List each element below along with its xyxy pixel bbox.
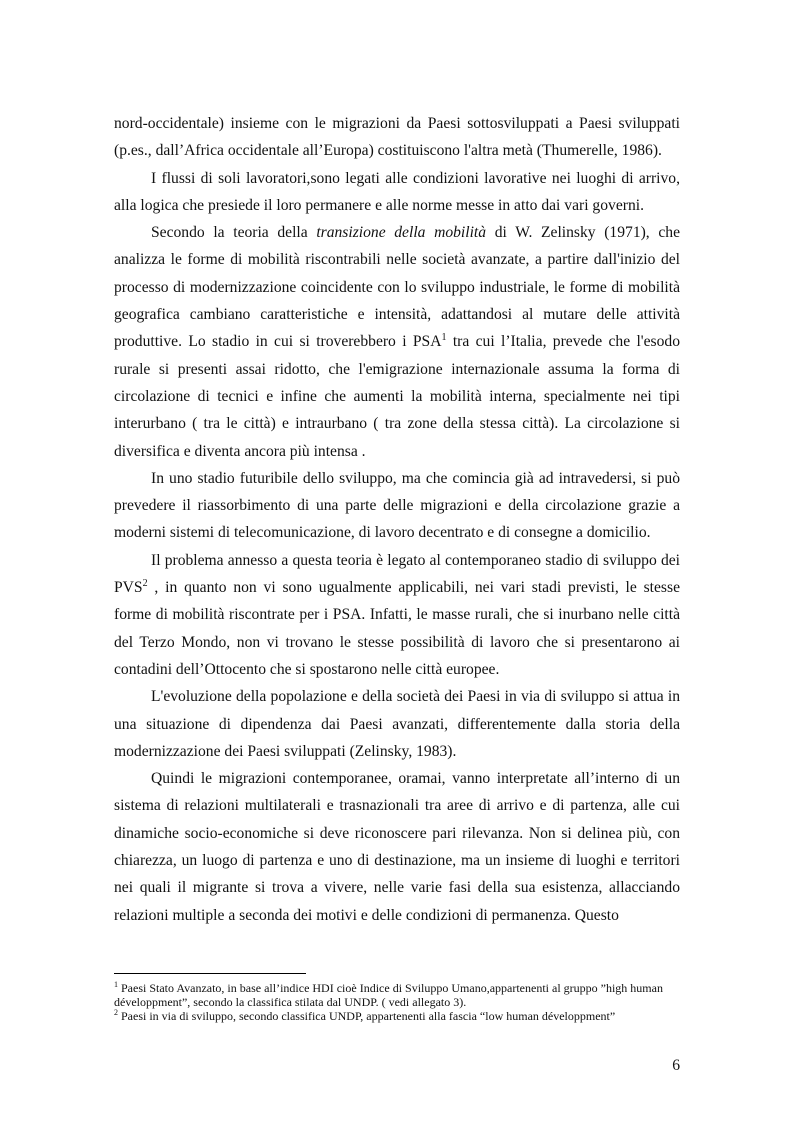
footnote-marker-2: 2	[114, 1008, 118, 1018]
paragraph-4: In uno stadio futuribile dello sviluppo, ma che comincia già ad intravedersi, si può prevedere il riassorbimento di una parte delle migrazioni e della circolazione grazie a moderni sistemi di telecomunicazione, di lavoro decentrato e di consegne a domicilio.	[114, 469, 680, 542]
paragraph-5-text: Il problema annesso a questa teoria è legato al contemporaneo stadio di sviluppo dei PVS	[114, 551, 680, 597]
paragraph-6: L'evoluzione della popolazione e della società dei Paesi in via di sviluppo si attua in una situazione di dipendenza dai Paesi avanzati, differentemente dalla storia della modernizzazione dei Paesi sviluppati (Zelinsky, 1983).	[114, 688, 680, 760]
paragraph-7: Quindi le migrazioni contemporanee, oramai, vanno interpretate all’interno di un sistema di relazioni multilaterali e trasnazionali tra aree di arrivo e di partenza, alle cui dinamiche socio-economiche si deve riconoscere pari rilevanza. Non si delinea più, con chiarezza, un luogo di partenza e uno di destinazione, ma un insieme di luoghi e territori nei quali il migrante si trova a vivere, nelle varie fasi della sua esistenza, allacciando relazioni multiple a seconda dei motivi e delle condizioni di permanenza. Questo	[114, 770, 680, 924]
footnote-marker-1: 1	[114, 980, 118, 989]
footnote-ref-2: 2	[142, 577, 148, 589]
footnotes	[114, 981, 680, 1024]
paragraph-2: I flussi di soli lavoratori,sono legati alle condizioni lavorative nei luoghi di arrivo, alla logica che presiede il loro permanere e alle norme messe in atto dai vari governi.	[114, 169, 680, 214]
paragraph-1: nord-occidentale) insieme con le migrazioni da Paesi sottosviluppati a Paesi sviluppati (p.es., dall’Africa occidentale all’Europa) costituiscono l'altra metà (Thumerelle, 1986).	[114, 115, 680, 160]
footnote-text-2: Paesi in via di sviluppo, secondo classifica UNDP, appartenenti alla fascia “low human développment”	[118, 1009, 616, 1024]
footnote-text-1: Paesi Stato Avanzato, in base all’indice HDI cioè Indice di Sviluppo Umano,appartenenti al gruppo ”high human développment”, secondo la classifica stilata dal UNDP. ( vedi allegato 3).	[114, 981, 663, 1010]
paragraph-3-text: Secondo la teoria della	[151, 224, 317, 242]
page-number: 6	[672, 1057, 680, 1074]
footnote-ref-1: 1	[441, 332, 447, 344]
footnote-1	[114, 981, 680, 1009]
body-text	[114, 110, 680, 929]
italic-term: transizione della mobilità	[316, 224, 487, 242]
paragraph-3-text: di W. Zelinsky (1971), che analizza le forme di mobilità riscontrabili nelle società avanzate, a partire dall'inizio del processo di modernizzazione coincidente con lo sviluppo industriale, le forme di mobilità geografica cambiano caratteristiche e intensità, adattandosi al mutare delle attività produttive. Lo stadio in cui si troverebbero i PSA	[114, 224, 680, 351]
paragraph-3-text: tra cui l’Italia, prevede che l'esodo rurale si presenti assai ridotto, che l'emigrazione internazionale assuma la forma di circolazione di tecnici e infine che aumenti la mobilità interna, specialmente nei tipi interurbano ( tra le città) e intraurbano ( tra zone della stessa città). La circolazione si diversifica e diventa ancora più intensa .	[114, 333, 680, 460]
footnote-2	[114, 1009, 680, 1023]
paragraph-5	[114, 547, 680, 683]
paragraph-5-text: , in quanto non vi sono ugualmente applicabili, nei vari stadi previsti, le stesse forme di mobilità riscontrate per i PSA. Infatti, le masse rurali, che si inurbano nelle città del Terzo Mondo, non vi trovano le stesse possibilità di lavoro che si presentarono ai contadini dell’Ottocento che si spostarono nelle città europee.	[114, 579, 680, 678]
footnote-separator	[114, 973, 306, 974]
paragraph-3	[114, 219, 680, 465]
